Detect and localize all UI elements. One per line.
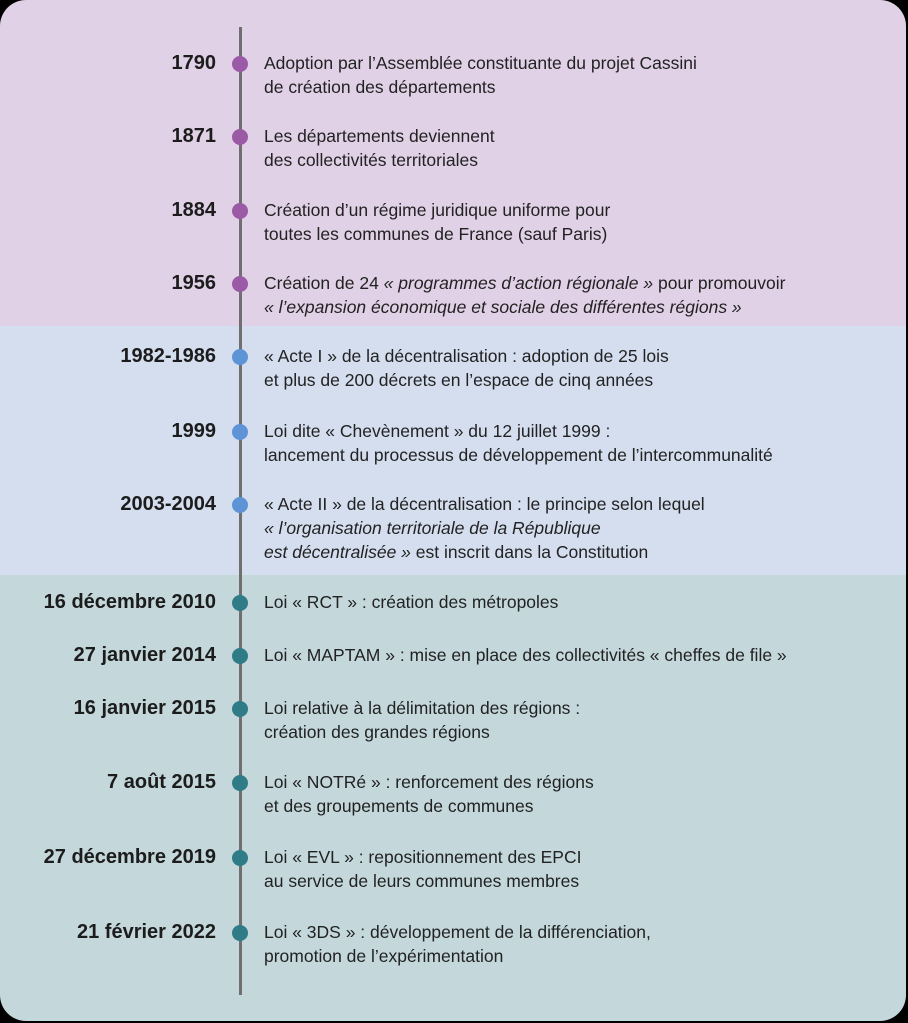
event-marker [232,56,248,72]
event-date: 2003-2004 [120,493,216,515]
event-date: 27 janvier 2014 [73,644,216,666]
event-description: « Acte II » de la décentralisation : le principe selon lequel « l’organisation territoriale de la République est décentralisée » est inscrit dans la Constitution [264,494,705,562]
event-date: 1999 [171,420,216,442]
event-marker [232,276,248,292]
event-description: Adoption par l’Assemblée constituante du projet Cassini de création des départements [264,53,697,97]
event-marker [232,850,248,866]
event-marker [232,925,248,941]
event-description: Loi « 3DS » : développement de la différenciation, promotion de l’expérimentation [264,922,651,966]
event-marker [232,648,248,664]
event-marker [232,349,248,365]
event-description: Loi « NOTRé » : renforcement des régions et des groupements de communes [264,772,594,816]
event-marker [232,701,248,717]
event-description: Loi relative à la délimitation des régions : création des grandes régions [264,698,581,742]
event-date: 27 décembre 2019 [43,846,216,868]
event-marker [232,203,248,219]
event-date: 1790 [171,52,216,74]
event-marker [232,424,248,440]
event-marker [232,497,248,513]
event-date: 1884 [171,199,216,221]
event-date: 7 août 2015 [107,771,216,793]
event-description: Loi « MAPTAM » : mise en place des collectivités « cheffes de file » [264,645,787,665]
event-marker [232,595,248,611]
event-description: Création d’un régime juridique uniforme pour toutes les communes de France (sauf Paris) [264,200,611,244]
event-date: 21 février 2022 [76,921,216,943]
event-marker [232,129,248,145]
event-date: 1956 [171,272,216,294]
event-description: Les départements deviennent des collectivités territoriales [264,126,495,170]
event-date: 1871 [171,125,216,147]
event-description: Loi « RCT » : création des métropoles [264,592,559,612]
event-date: 1982-1986 [120,345,216,367]
event-date: 16 décembre 2010 [43,591,216,613]
event-description: Loi « EVL » : repositionnement des EPCI au service de leurs communes membres [264,847,582,891]
event-description: Création de 24 « programmes d’action régionale » pour promouvoir « l’expansion économique et sociale des différentes régions » [264,273,786,317]
event-marker [232,775,248,791]
event-date: 16 janvier 2015 [73,697,216,719]
event-description: « Acte I » de la décentralisation : adoption de 25 lois et plus de 200 décrets en l’espace de cinq années [264,346,669,390]
event-description: Loi dite « Chevènement » du 12 juillet 1999 : lancement du processus de développement de l’intercommunalité [264,421,773,465]
